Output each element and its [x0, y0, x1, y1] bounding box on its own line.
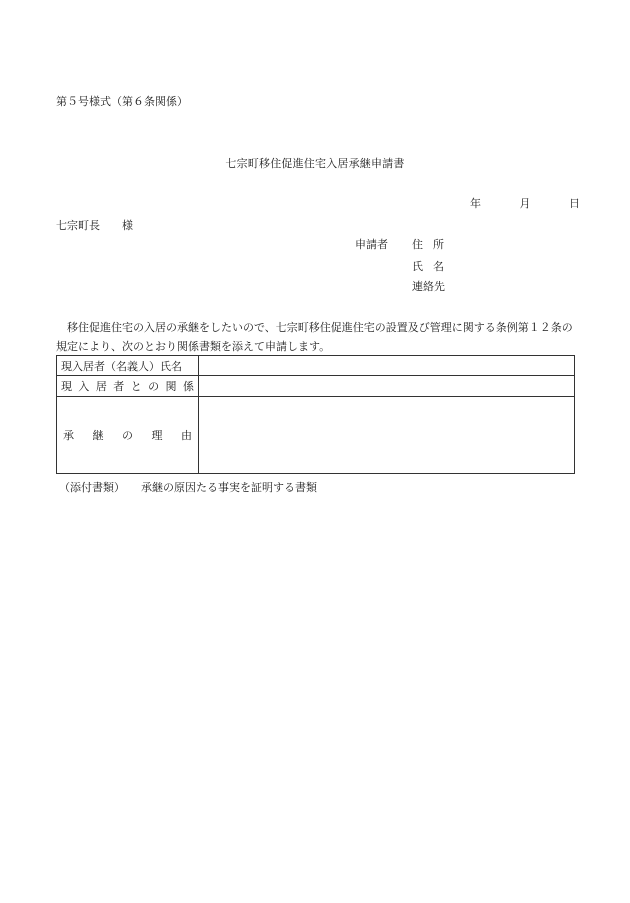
applicant-label: 申請者 [355, 238, 388, 251]
succession-reason-label [57, 397, 199, 474]
relationship-char: 現 [61, 380, 72, 393]
current-resident-field[interactable] [199, 356, 575, 376]
table-row [57, 376, 575, 397]
relationship-label [57, 376, 199, 397]
reason-char: 承 [63, 429, 74, 442]
reason-char: 由 [181, 429, 192, 442]
date-row [470, 197, 580, 211]
attachment-description: 承継の原因たる事実を証明する書類 [141, 481, 317, 494]
applicant-contact-label: 連絡先 [412, 280, 445, 293]
relationship-char: の [148, 380, 160, 393]
succession-reason-field[interactable] [199, 397, 575, 474]
reason-char: 継 [92, 429, 104, 442]
attachment-label: （添付書類） [59, 481, 125, 494]
addressee [56, 219, 133, 233]
relationship-char: と [130, 380, 142, 393]
current-resident-label: 現入居者（名義人）氏名 [57, 356, 199, 376]
application-body-text: 移住促進住宅の入居の承継をしたいので、七宗町移住促進住宅の設置及び管理に関する条例第１２条の規定により、次のとおり関係書類を添えて申請します。 [56, 321, 573, 353]
table-row [57, 356, 575, 376]
form-number: 第５号様式（第６条関係） [56, 95, 188, 108]
relationship-char: 者 [113, 380, 125, 393]
relationship-char: 係 [182, 380, 194, 393]
table-row [57, 397, 575, 474]
relationship-char: 入 [78, 380, 90, 393]
date-month: 月 [519, 197, 531, 210]
reason-char: の [122, 429, 133, 442]
addressee-name: 七宗町長 [56, 219, 100, 232]
addressee-honorific: 様 [122, 219, 133, 232]
reason-char: 理 [151, 429, 163, 442]
relationship-char: 関 [165, 380, 177, 393]
relationship-char: 居 [95, 380, 107, 393]
attachment-note [59, 481, 317, 495]
applicant-name-label: 氏名 [412, 260, 454, 273]
applicant-address-label: 住所 [412, 238, 454, 251]
document-title: 七宗町移住促進住宅入居承継申請書 [225, 157, 405, 170]
application-table [56, 355, 575, 474]
application-body [56, 318, 576, 356]
relationship-field[interactable] [199, 376, 575, 397]
date-day: 日 [569, 197, 580, 210]
date-year: 年 [470, 197, 481, 210]
